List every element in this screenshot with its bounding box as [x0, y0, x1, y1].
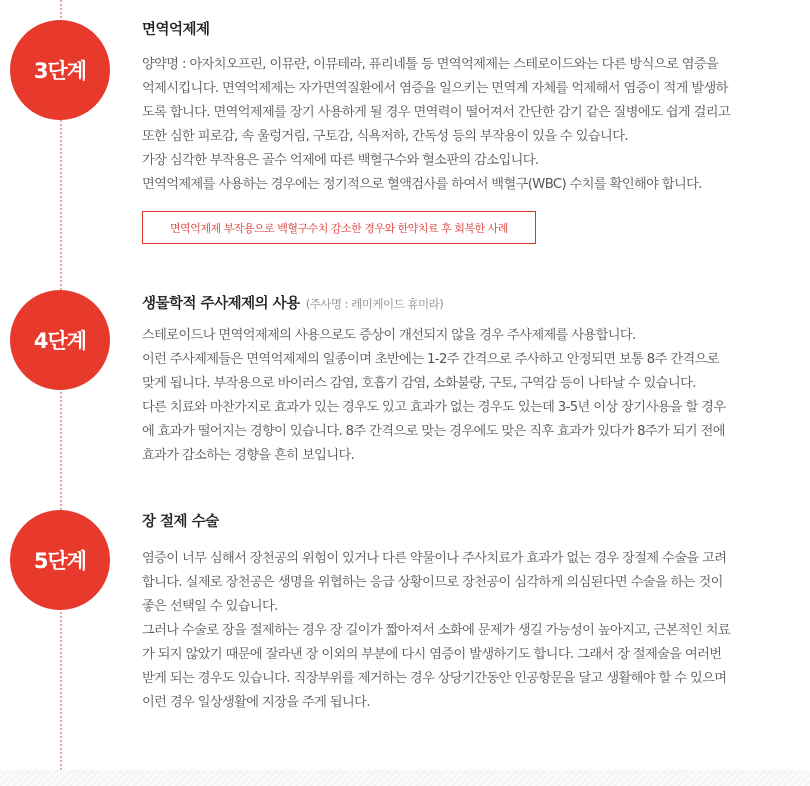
paragraph-line: 가 되지 않았기 때문에 잘라낸 장 이외의 부분에 다시 염증이 발생하기도 합니다. 그래서 장 절제술을 여러번: [142, 647, 722, 662]
step-3-badge: 3단계: [10, 20, 110, 120]
paragraph-line: 또한 심한 피로감, 속 울렁거림, 구토감, 식욕저하, 간독성 등의 부작용이 있을 수 있습니다.: [142, 129, 628, 144]
paragraph-line: 효과가 감소하는 경향을 흔히 보입니다.: [142, 448, 355, 463]
step-5-badge: 5단계: [10, 510, 110, 610]
step-5-title: 장 절제 수술: [142, 514, 219, 530]
paragraph-line: 받게 되는 경우도 있습니다. 직장부위를 제거하는 경우 상당기간동안 인공항문을 달고 생활해야 할 수 있으며: [142, 671, 727, 686]
paragraph-line: 좋은 선택일 수 있습니다.: [142, 599, 278, 614]
paragraph-line: 가장 심각한 부작용은 골수 억제에 따른 백혈구수와 혈소판의 감소입니다.: [142, 153, 539, 168]
step-3-title: 면역억제제: [142, 22, 210, 38]
step-4-subtitle: (주사명 : 레미케이드 휴미라): [305, 297, 444, 311]
case-study-button[interactable]: 면역억제제 부작용으로 백혈구수치 감소한 경우와 한약치료 후 회복한 사례: [142, 211, 536, 244]
paragraph-line: 이런 경우 일상생활에 지장을 주게 됩니다.: [142, 695, 370, 710]
paragraph-line: 다른 치료와 마찬가지로 효과가 있는 경우도 있고 효과가 없는 경우도 있는데 3-5년 이상 장기사용을 할 경우: [142, 400, 726, 415]
paragraph-line: 면역억제제를 사용하는 경우에는 정기적으로 혈액검사를 하여서 백혈구(WBC) 수치를 확인해야 합니다.: [142, 177, 702, 192]
paragraph-line: 억제시킵니다. 면역억제제는 자가면역질환에서 염증을 일으키는 면역계 자체를 억제해서 염증이 적게 발생하: [142, 81, 728, 96]
paragraph-line: 이런 주사제제들은 면역억제제의 일종이며 초반에는 1-2주 간격으로 주사하고 안정되면 보통 8주 간격으로: [142, 352, 719, 367]
step-5-section: [142, 512, 802, 715]
paragraph-line: 양약명 : 아자치오프린, 이뮤란, 이뮤테라, 퓨리네톨 등 면역억제제는 스테로이드와는 다른 방식으로 염증을: [142, 57, 719, 72]
paragraph-line: 에 효과가 떨어지는 경향이 있습니다. 8주 간격으로 맞는 경우에도 맞은 직후 효과가 있다가 8주가 되기 전에: [142, 424, 725, 439]
step-3-body: [142, 53, 802, 197]
step-4-title: [142, 294, 802, 314]
step-4-badge: 4단계: [10, 290, 110, 390]
paragraph-line: 맞게 됩니다. 부작용으로 바이러스 감염, 호흡기 감염, 소화불량, 구토, 구역감 등이 나타날 수 있습니다.: [142, 376, 696, 391]
paragraph-line: 스테로이드나 면역억제제의 사용으로도 증상이 개선되지 않을 경우 주사제제를 사용합니다.: [142, 328, 636, 343]
step-4-body: [142, 324, 802, 468]
step-5-body: [142, 547, 802, 715]
step-4-title-text: 생물학적 주사제제의 사용: [142, 296, 300, 312]
paragraph-line: 도록 합니다. 면역억제제를 장기 사용하게 될 경우 면역력이 떨어져서 간단한 감기 같은 질병에도 쉽게 걸리고: [142, 105, 730, 120]
paragraph-line: 합니다. 실제로 장천공은 생명을 위협하는 응급 상황이므로 장천공이 심각하게 의심된다면 수술을 하는 것이: [142, 575, 723, 590]
paragraph-line: 그러나 수술로 장을 절제하는 경우 장 길이가 짧아져서 소화에 문제가 생길 가능성이 높아지고, 근본적인 치료: [142, 623, 730, 638]
paragraph-line: 염증이 너무 심해서 장천공의 위험이 있거나 다른 약물이나 주사치료가 효과가 없는 경우 장절제 수술을 고려: [142, 551, 727, 566]
step-4-section: [142, 294, 802, 468]
footer-stripe: [0, 770, 810, 786]
step-3-section: [142, 20, 802, 197]
